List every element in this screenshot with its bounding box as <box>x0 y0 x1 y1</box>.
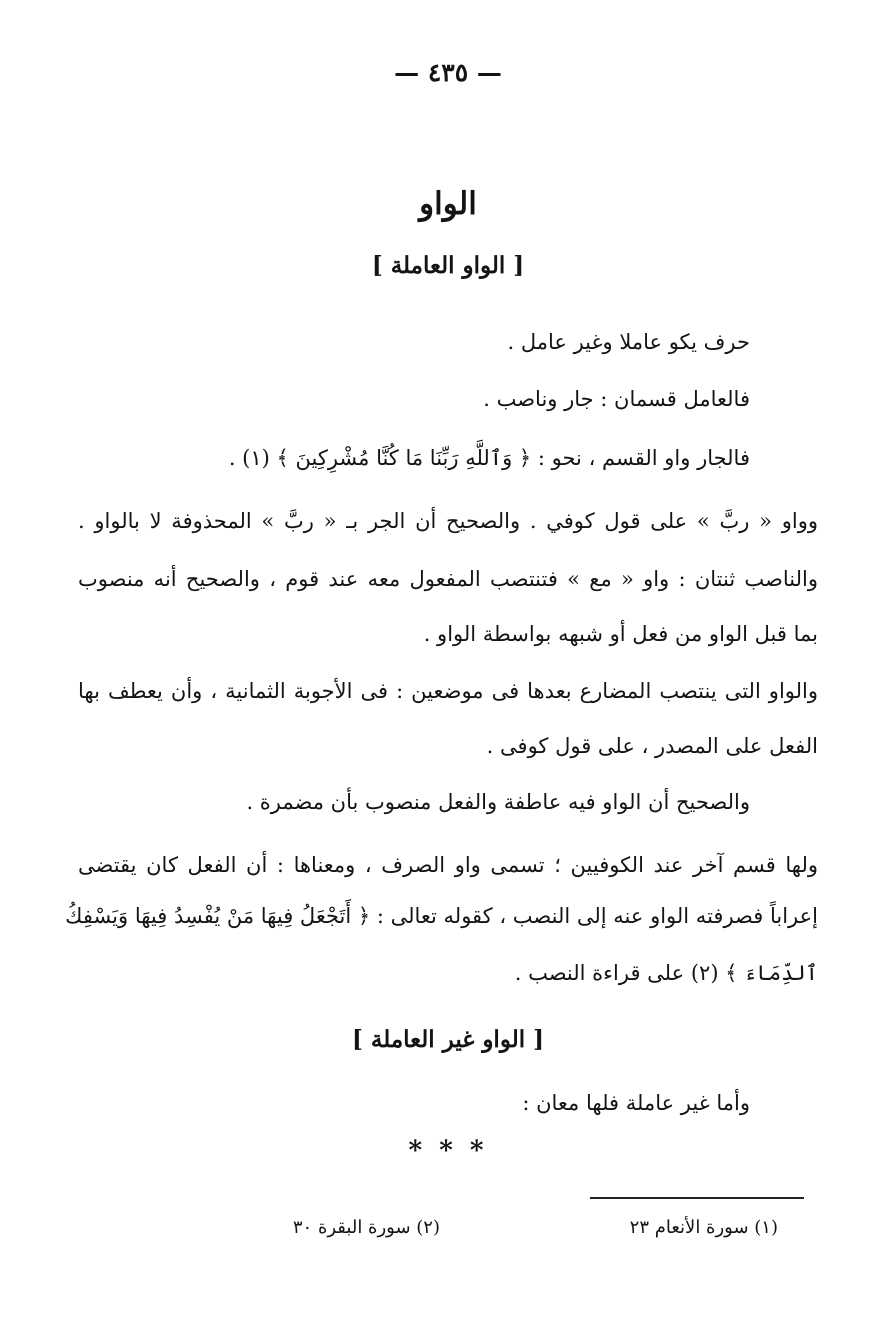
footnote-divider <box>590 1197 804 1199</box>
section-heading-nonworking-waw: [ الواو غير العاملة ] <box>352 1026 544 1053</box>
page-number: — ٤٣٥ — <box>394 58 502 87</box>
paragraph-line: الفعل على المصدر ، على قول كوفى . <box>486 734 818 758</box>
paragraph-line: ٱلدِّمَاءَ ﴾ (٢) على قراءة النصب . <box>514 961 818 985</box>
footnote-1: (١) سورة الأنعام ٢٣ <box>629 1217 778 1238</box>
paragraph-line: والصحيح أن الواو فيه عاطفة والفعل منصوب بأن مضمرة . <box>246 790 750 814</box>
paragraph-line: حرف يكو عاملا وغير عامل . <box>507 330 750 354</box>
paragraph-line: وواو « ربَّ » على قول كوفي . والصحيح أن الجر بـ « ربَّ » المحذوفة لا بالواو . <box>78 509 818 533</box>
paragraph-line: فالجار واو القسم ، نحو : ﴿ وَٱللَّهِ رَبِّنَا مَا كُنَّا مُشْرِكِينَ ﴾ (١) . <box>228 446 750 470</box>
section-separator: * * * <box>408 1136 488 1166</box>
paragraph-line: وأما غير عاملة فلها معان : <box>522 1091 750 1115</box>
page-title: الواو <box>419 186 477 222</box>
paragraph-line: ولها قسم آخر عند الكوفيين ؛ تسمى واو الصرف ، ومعناها : أن الفعل كان يقتضى <box>78 853 818 877</box>
paragraph-line: بما قبل الواو من فعل أو شبهه بواسطة الواو . <box>423 622 818 646</box>
footnote-2: (٢) سورة البقرة ٣٠ <box>292 1217 440 1238</box>
paragraph-line: والواو التى ينتصب المضارع بعدها فى موضعين : فى الأجوبة الثمانية ، وأن يعطف بها <box>78 679 818 703</box>
paragraph-line: إعراباً فصرفته الواو عنه إلى النصب ، كقوله تعالى : ﴿ أَتَجْعَلُ فِيهَا مَنْ يُفْسِدُ فِيهَا وَيَسْفِكُ <box>65 904 818 928</box>
section-heading-working-waw: [ الواو العاملة ] <box>371 252 525 279</box>
paragraph-line: فالعامل قسمان : جار وناصب . <box>483 387 750 411</box>
paragraph-line: والناصب ثنتان : واو « مع » فتنتصب المفعول معه عند قوم ، والصحيح أنه منصوب <box>78 567 818 591</box>
